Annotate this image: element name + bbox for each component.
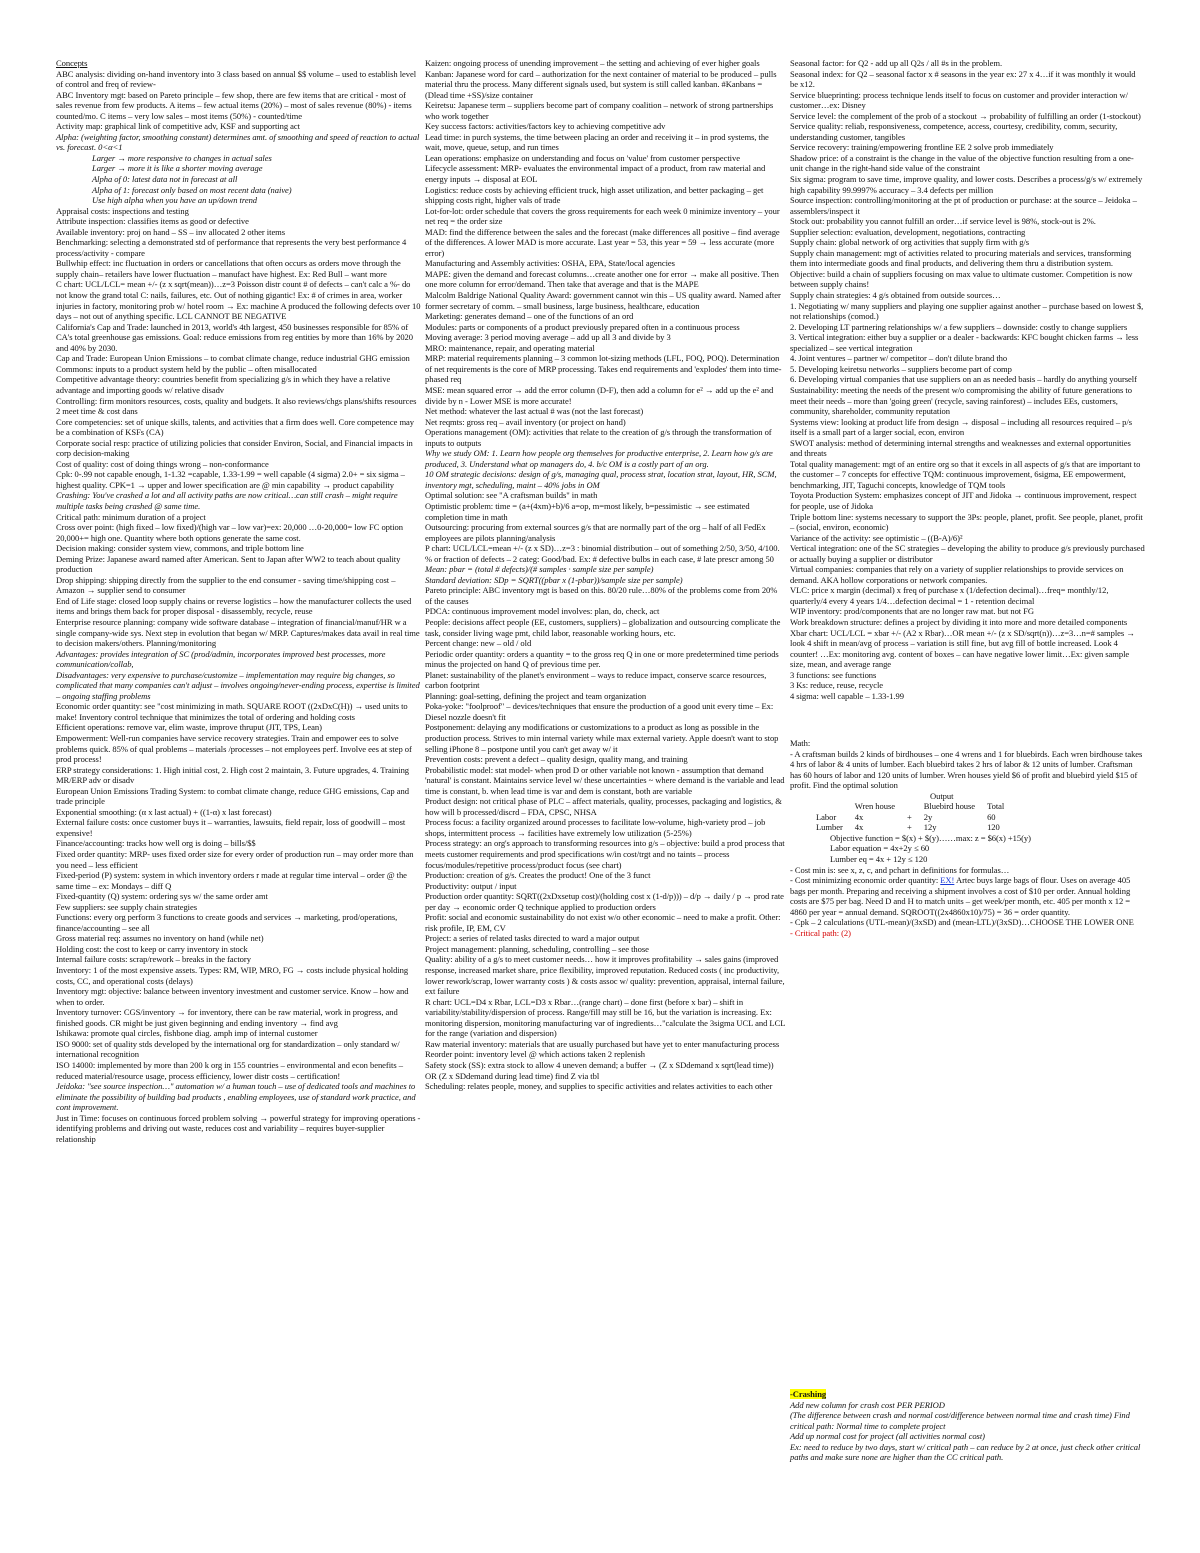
lp-table	[810, 801, 1010, 833]
glossary-entry: Key success factors: activities/factors key to achieving competitive adv	[425, 121, 666, 132]
glossary-entry: Logistics: reduce costs by achieving efficient truck, high asset utilization, and better packaging – get shipping costs right, higher vals of trade	[425, 184, 764, 206]
glossary-entry: Controlling: firm monitors resources, costs, quality and budgets. It also reviews/chgs plans/shifts resources 2 meet time & cost dans	[56, 395, 417, 417]
glossary-entry: Service recovery: training/empowering frontline EE 2 solve prob immediately	[790, 142, 1054, 153]
glossary-entry: Profit: social and economic sustainability do not exist w/o other economic – need to make a profit. Other: risk profile, IP, EM, CV	[425, 912, 781, 933]
glossary-entry: Planet: sustainability of the planet's environment – ways to reduce impact, conserve scarce resources, carbon footprint	[425, 669, 767, 691]
crashing-label: -Crashing	[790, 1389, 827, 1399]
glossary-entry: Xbar chart: UCL/LCL = xbar +/- (A2 x Rbar)…OR mean +/- (z x SD/sqrt(n))…z=3…n=# samples → look 4 shift in mean/avg of process – variation is still fine, but avg fill of bottle increased. Look 4 counter! …Ex: monitoring avg. content of boxes – can have negative lower limit…Ex: given sample size, mean, and average range	[790, 627, 1135, 670]
glossary-entry: Ishikawa: promote qual circles, fishbone diag. amph imp of internal customer	[56, 1028, 318, 1039]
glossary-entry: Seasonal factor: for Q2 - add up all Q2s / all #s in the problem.	[790, 58, 1003, 68]
glossary-entry: Variance of the activity: see optimistic – ((B-A)/6)²	[790, 532, 963, 543]
glossary-entry: Vertical integration: one of the SC strategies – developing the ability to produce g/s previously purchased or actually buying a supplier or distributor	[790, 543, 1145, 564]
column-left	[56, 58, 422, 1498]
glossary-entry: Moving average: 3 period moving average – add up all 3 and divide by 3	[425, 332, 671, 343]
glossary-entry: Deming Prize: Japanese award named after American. Sent to Japan after WW2 to teach about quality production	[56, 553, 401, 575]
glossary-entry: Project management: planning, scheduling, controlling – see those	[425, 943, 649, 954]
glossary-entry: Appraisal costs: inspections and testing	[56, 205, 189, 216]
glossary-entry: Supplier selection: evaluation, development, negotiations, contracting	[790, 226, 1026, 237]
math-lumber-eq: Lumber eq = 4x + 12y ≤ 120	[830, 854, 928, 865]
glossary-entry: Work breakdown structure: defines a project by dividing it into more and more detailed components	[790, 616, 1128, 627]
glossary-entry: Attribute inspection: classifies items as good or defective	[56, 216, 249, 227]
glossary-entry: Quality: ability of a g/s to meet customer needs… how it improves profitability → sales gains (improved response, increased market share, price flexibility, improved reputation. Reduced costs ( inc productivity, lower rework/scrap, lower warranty costs ) & costs assoc w/ quality: prevention, appraisal, internal failure, ext failure	[425, 954, 785, 997]
glossary-entry: Lifecycle assessment: MRP- evaluates the environmental impact of a product, from raw material and energy inputs → disposal at EOL	[425, 163, 766, 185]
glossary-entry: 6. Developing virtual companies that use suppliers on an as needed basis – hardly do anything yourself	[790, 374, 1137, 385]
glossary-entry: Supply chain: global network of org activities that supply firm with g/s	[790, 237, 1030, 248]
lp-head-cell	[810, 801, 849, 812]
lp-cell: Lumber	[816, 822, 843, 833]
glossary-entry: Mean: pbar = (total # defects)/(# samples · sample size per sample)	[425, 564, 654, 575]
glossary-entry: ISO 9000: set of quality stds developed by the international org for standardization – only standard w/ international recognition	[56, 1038, 400, 1060]
lp-cell: 12y	[923, 822, 937, 833]
glossary-entry: 1. Negotiating w/ many suppliers and playing one supplier against another – purchase based on lowest $, not relationships (comod.)	[790, 300, 1144, 322]
glossary-entry: Larger → more responsive to changes in actual sales	[92, 152, 272, 163]
glossary-entry: Process focus: a facility organized around processes to facilitate low-volume, high-variety prod – job shops, intermittent process → facilities have extremely low utilization (5-25%)	[425, 817, 766, 838]
glossary-entry: Use high alpha when you have an up/down trend	[92, 195, 258, 206]
glossary-entry: Postponement: delaying any modifications or customizations to a product as long as possible in the production process. Strives to min internal variety while max external variety. Apple doesn't want to stop selling iPhone 8 – postpone until you can't get away w/ it	[425, 722, 779, 754]
lp-cell: 120	[987, 822, 1000, 833]
glossary-entry: Sustainability: meeting the needs of the present w/o compromising the ability of future generations to meet their needs – more than 'going green' (recycle, saving rainforest) – includes EEs, customers, community, shareholder, community reputation	[790, 384, 1132, 417]
glossary-entry: Enterprise resource planning: company wide software database – integration of financial/manuf/HR w a single company-wide sys. Next step in evolution that began w/ MRP. Captures/makes data avail in real time to decision makers/others. Planning/monitoring	[56, 616, 420, 649]
crashing-label-line	[790, 1389, 1145, 1400]
glossary-entry: ISO 14000: implemented by more than 200 k org in 155 countries – environmental and econ benefits – reduced material/resource usage, process efficiency, lower distr costs – certification!	[56, 1059, 403, 1081]
glossary-entry: Fixed-quantity (Q) system: ordering sys w/ the same order amt	[56, 891, 268, 902]
glossary-entry: Inventory: 1 of the most expensive assets. Types: RM, WIP, MRO, FG → costs include physical holding costs, CC, and operational costs (delays)	[56, 965, 409, 986]
math-intro: - A craftsman builds 2 kinds of birdhouses – one 4 wrens and 1 for bluebirds. Each wren birdhouse takes 4 hrs of labor & 4 units of lumber. Each bluebird takes 2 hrs of labor & 12 units of lumber. Craftsman has 60 hours of labor and 120 units of lumber. Wren houses yield $6 of profit and bluebird yield $15 of profit. Find the optimal solution	[790, 748, 1143, 791]
glossary-entry: Core competencies: set of unique skills, talents, and activities that a firm does well. Core competence may be a combination of KSFs (CA)	[56, 416, 415, 438]
glossary-entry: 10 OM strategic decisions: design of g/s, managing qual, process strat, location strat, layout, HR, SCM, inventory mgt, scheduling, maint – 40% jobs in OM	[425, 469, 777, 490]
glossary-entry: Safety stock (SS): extra stock to allow 4 uneven demand; a buffer → (Z x SDdemand x sqrt(lead time)) OR (Z x SDdemand during lead time) find Z via tbl	[425, 1059, 774, 1081]
glossary-entry: 3 Ks: reduce, reuse, recycle	[790, 680, 884, 691]
glossary-entry: Lot-for-lot: order schedule that covers the gross requirements for each week 0 minimize inventory – your net req = the order size	[425, 205, 780, 227]
glossary-entry: Few suppliers: see supply chain strategies	[56, 901, 198, 912]
glossary-entry: Holding cost: the cost to keep or carry inventory in stock	[56, 943, 248, 954]
glossary-entry: Probabilistic model: stat model- when prod D or other variable not known - assumption that demand 'natural' is constant. Maintains service level w/ these uncertainties ~ where demand is the variable and lead time is constant, b. when lead time is var and dem is constant, both are variable	[425, 764, 785, 796]
glossary-entry: SWOT analysis: method of determining internal strengths and weaknesses and external opportunities and threats	[790, 437, 1131, 459]
crashing-line: Add up normal cost for project (all activities normal cost)	[790, 1431, 985, 1442]
math-heading: Math:	[790, 738, 811, 748]
glossary-entry: Outsourcing: procuring from external sources g/s that are normally part of the org – half of all FedEx employees are pilots planning/analysis	[425, 522, 766, 543]
math-cost-min: - Cost min is: see x, z, c, and pchart in definitions for formulas…	[790, 864, 1010, 875]
glossary-entry: Cap and Trade: European Union Emissions – to combat climate change, reduce industrial GHG emission	[56, 353, 410, 364]
glossary-entry: Inventory mgt: objective: balance between inventory investment and customer service. Know – how and when to order.	[56, 986, 409, 1007]
lp-head-cell: Wren house	[854, 801, 895, 812]
glossary-entry: Critical path: minimum duration of a project	[56, 511, 206, 522]
glossary-entry: 4. Joint ventures – partner w/ competitor – don't dilute brand tho	[790, 353, 1008, 364]
lp-cell: +	[906, 811, 912, 822]
crashing-line: Add new column for crash cost PER PERIOD	[790, 1399, 945, 1410]
lp-table-header	[810, 801, 1010, 812]
glossary-entry: Seasonal index: for Q2 – seasonal factor x # seasons in the year ex: 27 x 4…if it was monthly it would be x12.	[790, 68, 1136, 90]
glossary-entry: Modules: parts or components of a product previously prepared often in a continuous process	[425, 321, 740, 332]
glossary-entry: Empowerment: Well-run companies have service recovery strategies. Train and empower ees to solve problems quick. 85% of qual problems – materials /processes – not employees perf. Involve ees at step of prod process!	[56, 733, 412, 765]
glossary-entry: Service blueprinting: process technique lends itself to focus on customer and provider interaction w/ customer…ex: Disney	[790, 89, 1128, 111]
glossary-entry: Optimistic problem: time = (a+(4xm)+b)/6 a=op, m=most likely, b=pessimistic → see estimated completion time in math	[425, 500, 750, 522]
lp-head-cell: Total	[987, 801, 1005, 812]
glossary-entry: Systems view: looking at product life from design → disposal – including all resources required – p/s itself is a small part of a larger social, econ, environ	[790, 416, 1132, 438]
eoq-example-link[interactable]: EX!	[940, 875, 955, 886]
math-labor-eq: Labor equation = 4x+2y ≤ 60	[830, 843, 930, 854]
column-middle	[425, 58, 786, 1498]
glossary-entry: Benchmarking: selecting a demonstrated std of performance that represents the very best performance 4 process/activity - compare	[56, 237, 407, 258]
glossary-entry: Shadow price: of a constraint is the change in the value of the objective function resulting from a one-unit change in the right-hand side value of the constraint	[790, 152, 1134, 174]
glossary-entry: Fixed-period (P) system: system in which inventory orders r made at regular time interval – order @ the same time – ex: Mondays – diff Q	[56, 870, 407, 891]
math-critical-path: - Critical path: (2)	[790, 927, 851, 938]
glossary-entry: Toyota Production System: emphasizes concept of JIT and Jidoka → continuous improvement, respect for people, use of Jidoka	[790, 490, 1137, 511]
lp-cell: 4x	[854, 811, 864, 822]
glossary-entry: Productivity: output / input	[425, 880, 517, 891]
column-right	[790, 58, 1145, 701]
glossary-entry: Six sigma: program to save time, improve quality, and lower costs. Describes a process/g/s w/ extremely high capability 99.9997% accuracy – 3.4 defects per million	[790, 174, 1143, 195]
glossary-entry: People: decisions affect people (EE, customers, suppliers) – globalization and outsourcing complicate the task, consider living wage pmt, child labor, reasonable working hours, etc.	[425, 616, 781, 638]
glossary-entry: PDCA: continuous improvement model involves: plan, do, check, act	[425, 606, 660, 617]
math-section	[790, 738, 1145, 1038]
math-output-label: Output	[930, 790, 954, 801]
glossary-entry: California's Cap and Trade: launched in 2013, world's 4th largest, 450 businesses responsible for 85% of CA's total greenhouse gas emissions. Goal: reduce emissions from reg entities by more than 16% by 2020 and 40% by 2030.	[56, 321, 414, 353]
lp-cell: +	[906, 822, 912, 833]
glossary-entry: Decision making: consider system view, commons, and triple bottom line	[56, 543, 304, 554]
glossary-entry: Finance/accounting: tracks how well org is doing – bills/$$	[56, 838, 256, 849]
glossary-entry: Keiretsu: Japanese term – suppliers become part of company coalition – network of strong partnerships who work together	[425, 100, 774, 121]
crashing-line: Ex: need to reduce by two days, start w/ critical path – can reduce by 2 at once, just check other critical paths and make sure none are higher than the CC critical path.	[790, 1441, 1141, 1463]
glossary-entry: Cross over point: (high fixed – low fixed)/(high var – low var)=ex: 20,000 …0-20,000= low FC option 20,000+= high one. Quantity where both options generate the same cost.	[56, 522, 404, 543]
glossary-entry: Project: a series of related tasks directed to ward a major output	[425, 933, 640, 944]
glossary-entry: Competitive advantage theory: countries benefit from specializing g/s in which they have a relative advantage and importing goods w/ relative disadv	[56, 374, 391, 395]
glossary-entry: Production: creation of g/s. Creates the product! One of the 3 funct	[425, 870, 651, 881]
glossary-entry: Alpha of 0: latest data not in forecast at all	[92, 174, 238, 185]
glossary-entry: Bullwhip effect: inc fluctuation in orders or cancellations that often occurs as orders move through the supply chain– retailers have lower fluctuation – manufact have highest. Ex: Red Bull – want more	[56, 258, 401, 279]
glossary-entry: Alpha of 1: forecast only based on most recent data (naive)	[92, 184, 292, 195]
glossary-entry: Marketing: generates demand – one of the functions of an ord	[425, 311, 634, 322]
glossary-entry: Source inspection: controlling/monitoring at the pt of production or purchase: at the source – Jeidoka – assemblers/inspect it	[790, 195, 1137, 216]
glossary-entry: Larger → more it is like a shorter moving average	[92, 163, 263, 174]
glossary-entry: Prevention costs: prevent a defect – quality design, quality mang, and training	[425, 754, 688, 765]
glossary-entry: External failure costs: once customer buys it – warranties, lawsuits, field repair, loss of goodwill – most expensive!	[56, 817, 406, 838]
glossary-entry: Service quality: reliab, responsiveness, competence, access, courtesy, credibility, comm, security, understanding customer, tangibles	[790, 121, 1118, 142]
glossary-entry: Available inventory: proj on hand – SS – inv allocated 2 other items	[56, 226, 286, 237]
lp-cell: 4x	[854, 822, 864, 833]
glossary-entry: Exponential smoothing: (α x last actual) + ((1-α) x last forecast)	[56, 806, 272, 817]
glossary-entry: European Union Emissions Trading System: to combat climate change, reduce GHG emissions, Cap and trade principle	[56, 785, 409, 807]
eoq-prefix: - Cost minimizing economic order quantity:	[790, 875, 941, 886]
glossary-entry: Stock out: probability you cannot fulfill an order…if service level is 98%, stock-out is 2%.	[790, 216, 1096, 227]
glossary-entry: Scheduling: relates people, money, and supplies to specific activities and relates activities to each other	[425, 1081, 773, 1092]
glossary-entry: Supply chain strategies: 4 g/s obtained from outside sources…	[790, 290, 1001, 301]
glossary-entry: Activity map: graphical link of competitive adv, KSF and supporting act	[56, 121, 300, 132]
glossary-entry: 3 functions: see functions	[790, 669, 877, 680]
glossary-entry: Total quality management: mgt of an entire org so that it excels in all aspects of g/s that are important to the customer – 7 concepts for effective TQM: continuous improvement, 6sigma, EE empowerment, benchmarking, JIT, Taguchi concepts, knowledge of TQM tools	[790, 458, 1141, 490]
glossary-entry: Advantages: provides integration of SC (prod/admin, incorporates improved best processes, more communication/collab,	[56, 648, 386, 670]
glossary-entry: P chart: UCL/LCL=mean +/- (z x SD)…z=3 : binomial distribution – out of something 2/50, 3/50, 4/100. % or fraction of defects – 2 categ: Good/bad. Ex: # defective bulbs in each case, # late prescr among 50	[425, 543, 780, 564]
glossary-entry: Just in Time: focuses on continuous forced problem solving → powerful strategy for improving operations -identifying problems and driving out waste, reduces cost and variability – requires buyer-supplier relationship	[56, 1112, 421, 1144]
glossary-entry: Virtual companies: companies that rely on a variety of supplier relationships to provide services on demand. AKA hollow corporations or network companies.	[790, 564, 1124, 585]
glossary-entry: Periodic order quantity: orders a quantity = to the gross req Q in one or more predetermined time periods minus the projected on hand Q of previous time per.	[425, 648, 779, 670]
glossary-entry: Jeidoka: "see source inspection…" automation w/ a human touch – use of dedicated tools and machines to eliminate the possibility of building bad products , enabling employees, use of standard work practice, and cont improvement.	[56, 1081, 416, 1113]
lp-cell: 60	[987, 811, 996, 822]
lp-table-row	[810, 822, 1010, 833]
glossary-entry: Why we study OM: 1. Learn how people org themselves for productive enterprise, 2. Learn how g/s are produced, 3. Understand what op managers do, 4. b/c OM is a costly part of an org.	[425, 448, 773, 469]
glossary-entry: Process strategy: an org's approach to transforming resources into g/s – objective: build a prod process that meets customer requirements and prod specifications w/in cost/trgt and no taints – process focus/modules/repetitive process/product focus (see chart)	[425, 838, 785, 870]
glossary-entry: Corporate social resp: practice of utilizing policies that consider Environ, Social, and Financial impacts in corp decision-making	[56, 437, 413, 459]
glossary-entry: 3. Vertical integration: either buy a supplier or a dealer - backwards: KFC bought chicken farms → less specialized – see vertical integration	[790, 332, 1139, 353]
glossary-entry: Reorder point: inventory level @ which actions taken 2 replenish	[425, 1049, 645, 1060]
glossary-entry: Disadvantages: very expensive to purchase/customize – implementation may require big changes, so complicated that many companies can't adjust – involves ongoing/never-ending process, expertise is limited – ongoing staffing problems	[56, 669, 420, 701]
lp-head-cell	[901, 801, 918, 812]
glossary-entry: Crashing: You've crashed a lot and all activity paths are now critical…can still crash – might require multiple tasks being crashed @ same time.	[56, 490, 398, 511]
glossary-entry: Functions: every org perform 3 functions to create goods and services → marketing, prod/operations, finance/accounting – see all	[56, 912, 398, 933]
glossary-entry: R chart: UCL=D4 x Rbar, LCL=D3 x Rbar…(range chart) – done first (before x bar) – shift in variability/stability/dispersion of process. Range/fill may still be 16, but the variation is increasing. Ex: monitoring dispersion, monitoring manufacturing var of ingredients…"calculate the 3sigma UCL and LCL for the range (variation and dispersion)	[425, 996, 786, 1039]
glossary-entry: Commons: inputs to a product system held by the public – often misallocated	[56, 363, 317, 374]
glossary-entry: Service level: the complement of the prob of a stockout → probability of fulfilling an order (1-stockout)	[790, 110, 1141, 121]
glossary-entry: End of Life stage: closed loop supply chains or reverse logistics – how the manufacturer collects the used items and brings them back for proper disposal - disassembly, recycle, reuse	[56, 595, 412, 617]
glossary-entry: ABC analysis: dividing on-hand inventory into 3 class based on annual $$ volume – used to establish level of control and freq of review-	[56, 68, 417, 90]
glossary-entry: Planning: goal-setting, defining the project and team organization	[425, 690, 647, 701]
glossary-entry: Kanban: Japanese word for card – authorization for the next container of material to be produced – pulls material thru the process. Many different signals used, but system is still called kanban. #Kanbans = (Dlead time +SS)/size container	[425, 68, 777, 100]
section-heading: Concepts	[56, 58, 88, 68]
glossary-entry: Efficient operations: remove var, elim waste, improve thruput (JIT, TPS, Lean)	[56, 722, 322, 733]
glossary-entry: Production order quantity: SQRT((2xDxsetup cost)/(holding cost x (1-d/p))) – d/p → daily / p → prod rate per day → economic order Q technique applied to production orders	[425, 891, 784, 912]
glossary-entry: MAD: find the difference between the sales and the forecast (make differences all positive – find average of the differences. A lower MAD is more accurate. Last year = 53, this year = 59 → less accurate (more error)	[425, 226, 780, 258]
eoq-body: Artec buys large bags of flour. Uses on average 405 bags per month. Preparing and receiving a shipment involves a cost of $10 per order. Annual holding costs are $75 per bag. Need D and H to match units – get week/per month, etc. 405 per month x 12 = 4860 per year = annual demand. SQROOT((2x4860x10)/75) = 36 = order quantity.	[790, 875, 1131, 917]
math-eoq	[790, 875, 1145, 917]
glossary-entry: Malcolm Baldrige National Quality Award: government cannot win this – US quality award. Named after former secretary of comm. – small business, large business, healthcare, education	[425, 290, 781, 311]
math-cpk-note: - Cpk – 2 calculations (UTL-mean)/(3xSD) and (mean-LTL)/(3xSD)…CHOOSE THE LOWER ONE	[790, 917, 1134, 928]
glossary-entry: 2. Developing LT partnering relationships w/ a few suppliers – downside: costly to change suppliers	[790, 321, 1128, 332]
glossary-entry: Economic order quantity: see "cost minimizing in math. SQUARE ROOT ((2xDxC(H)) → used units to make! Inventory control technique that minimizes the total of ordering and holding costs	[56, 701, 408, 722]
crashing-section	[790, 1389, 1145, 1509]
glossary-entry: ABC Inventory mgt: based on Pareto principle – few shop, there are few items that are critical - most of sales revenue from few products. A items – few actual items (20%) – most of sales revenue (80%) - items counted/mo. C items – very low sales – most items (50%) - counted/time	[56, 89, 412, 121]
glossary-entry: Kaizen: ongoing process of unending improvement – the setting and achieving of ever higher goals	[425, 58, 760, 68]
glossary-entry: MRP: material requirements planning – 3 common lot-sizing methods (LFL, FOQ, POQ). Determination of net requirements is the core of MRP processing. Takes end requirements and 'explodes' them into time-phased req	[425, 353, 782, 385]
glossary-entry: WIP inventory: prod/components that are no longer raw mat. but not FG	[790, 606, 1035, 617]
glossary-entry: Raw material inventory: materials that are usually purchased but have yet to enter manufacturing process	[425, 1038, 780, 1049]
glossary-entry: Objective: build a chain of suppliers focusing on max value to ultimate customer. Competition is now between supply chains!	[790, 268, 1133, 290]
glossary-entry: MRO: maintenance, repair, and operating material	[425, 342, 595, 353]
glossary-entry: Lead time: in purch systems, the time between placing an order and receiving it – in prod systems, the wait, move, queue, setup, and run times	[425, 131, 769, 153]
glossary-entry: Percent change: new – old / old	[425, 638, 532, 649]
glossary-entry: Optimal solution: see "A craftsman builds" in math	[425, 490, 598, 501]
lp-cell: 2y	[923, 811, 933, 822]
glossary-entry: C chart: UCL/LCL= mean +/- (z x sqrt(mean))…z=3 Poisson distr count # of defects – can't calc a %- do not know the grand total C: nails, failures, etc. Out of nothing gigantic! Ex: # of crimes in area, worker injuries in factory, monitoring prob w/ hotel room → Ex: machine A produced the following defects over 10 days – not out of anything specific. LCL CANNOT BE NEGATIVE	[56, 279, 421, 322]
glossary-entry: MSE: mean squared error → add the error column (D-F), then add a column for e² → add up the e² and divide by n - Lower MSE is more accurate!	[425, 384, 774, 406]
glossary-entry: VLC: price x margin (decimal) x freq of purchase x (1/defection decimal)…freq= monthly/12, quarterly/4 every 4 years 1/4…defection decimal = 1 - retention decimal	[790, 585, 1109, 606]
glossary-entry: MAPE: given the demand and forecast columns…create another one for error → make all positive. Then one more column for error/demand. Then take that average and that is the MAPE	[425, 268, 779, 290]
glossary-entry: Operations management (OM): activities that relate to the creation of g/s through the transformation of inputs to outputs	[425, 427, 772, 448]
glossary-entry: Fixed order quantity: MRP- uses fixed order size for every order of production run – may order more than you need – less efficient	[56, 849, 414, 870]
glossary-entry: Triple bottom line: systems necessary to support the 3Ps: people, planet, profit. See people, planet, profit – (social, environ, economic)	[790, 511, 1143, 533]
glossary-entry: Inventory turnover: CGS/inventory → for inventory, there can be raw material, work in progress, and finished goods. CR might be just given beginning and ending inventory → find avg	[56, 1007, 398, 1028]
glossary-entry: Internal failure costs: scrap/rework – breaks in the factory	[56, 954, 251, 965]
glossary-entry: Cost of quality: cost of doing things wrong – non-conformance	[56, 458, 269, 469]
glossary-entry: Gross material req: assumes no inventory on hand (while net)	[56, 933, 264, 944]
glossary-entry: 4 sigma: well capable – 1.33-1.99	[790, 690, 904, 701]
glossary-entry: Product design: not critical phase of PLC – affect materials, quality, processes, packaging and logistics, & how will b processed/discrd – FDA, CPSC, NHSA	[425, 796, 782, 817]
lp-head-cell: Bluebird house	[923, 801, 976, 812]
glossary-entry: Manufacturing and Assembly activities: OSHA, EPA, State/local agencies	[425, 258, 675, 269]
glossary-entry: Alpha: (weighting factor, smoothing constant) determines amt. of smoothing and speed of reaction to actual vs. forecast. 0<α<1	[56, 131, 420, 153]
glossary-entry: Poka-yoke: "foolproof" – devices/techniques that ensure the production of a good unit every time – Ex: Diesel nozzle doesn't fit	[425, 701, 774, 722]
glossary-entry: Standard deviation: SDp = SQRT((pbar x (1-pbar))/sample size per sample)	[425, 574, 683, 585]
glossary-entry: Supply chain management: mgt of activities related to procuring materials and services, transforming them into intermediate goods and final products, and delivering them thru a distribution system.	[790, 247, 1132, 269]
glossary-entry: Net method: whatever the last actual # was (not the last forecast)	[425, 406, 644, 417]
crashing-line: (The difference between crash and normal cost/difference between normal time and crash time) Find critical path: Normal time to complete project	[790, 1410, 1130, 1431]
glossary-entry: Net reqmts: gross req – avail inventory (or project on hand)	[425, 416, 626, 427]
math-objective: Objective function = $(x) + $(y)……max: z = $6(x) +15(y)	[830, 832, 1031, 843]
glossary-entry: Lean operations: emphasize on understanding and focus on 'value' from customer perspective	[425, 152, 740, 163]
glossary-entry: Pareto principle: ABC inventory mgt is based on this. 80/20 rule…80% of the problems come from 20% of the causes	[425, 585, 778, 606]
lp-table-row	[810, 812, 1010, 823]
glossary-entry: ERP strategy considerations: 1. High initial cost, 2. High cost 2 maintain, 3. Future upgrades, 4. Training MR/ERP adv or disadv	[56, 764, 410, 786]
lp-cell: Labor	[816, 811, 837, 822]
glossary-entry: Drop shipping: shipping directly from the supplier to the end consumer - saving time/shipping cost – Amazon → supplier send to consumer	[56, 574, 396, 596]
glossary-entry: Cpk: 0-.99 not capable enough, 1-1.32 =capable, 1.33-1.99 = well capable (4 sigma) 2.0+ = six sigma – highest quality. CPK=1 → upper and lower specification are @ min capability → product capability	[56, 469, 405, 490]
glossary-entry: 5. Developing keiretsu networks – suppliers become part of comp	[790, 363, 1012, 374]
